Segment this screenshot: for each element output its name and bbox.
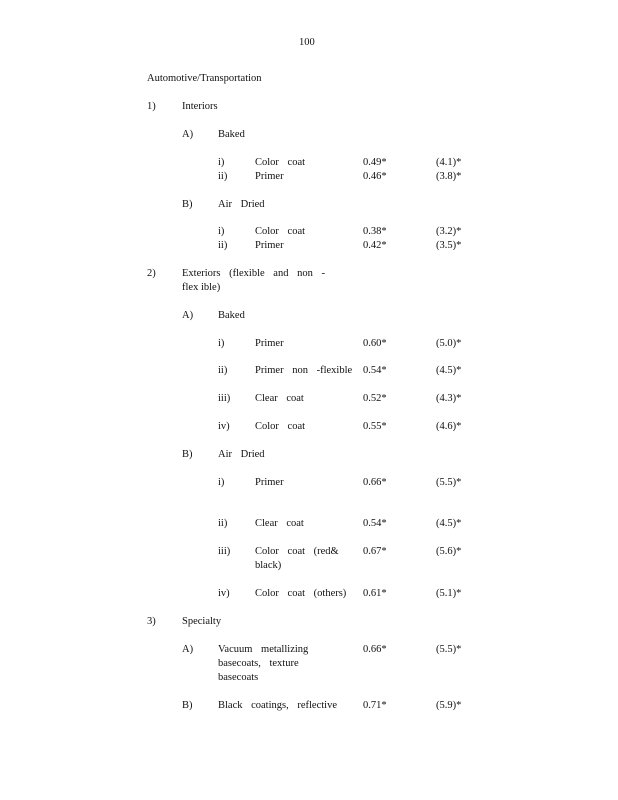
item-value: 0.54* [363, 518, 387, 529]
item-description: Primer [255, 477, 284, 488]
item-number: iii) [218, 393, 231, 404]
item-alt-value: (5.1)* [436, 588, 462, 599]
item-description: Color coat [255, 421, 306, 432]
page-number: 100 [299, 37, 315, 48]
item-value: 0.66* [363, 644, 387, 655]
item-value: 0.52* [363, 393, 387, 404]
section-heading-line-1: Exteriors (flexible and non - [182, 268, 325, 279]
item-number: i) [218, 477, 225, 488]
item-value: 0.42* [363, 240, 387, 251]
subsection-letter: A) [182, 129, 194, 140]
subsection-letter: A) [182, 310, 194, 321]
subsection-letter: A) [182, 644, 194, 655]
item-alt-value: (5.9)* [436, 700, 462, 711]
item-alt-value: (5.5)* [436, 477, 462, 488]
item-value: 0.49* [363, 157, 387, 168]
item-value: 0.38* [363, 226, 387, 237]
item-description: Primer [255, 171, 284, 182]
section-number: 3) [147, 616, 156, 627]
item-value: 0.67* [363, 546, 387, 557]
subsection-letter: B) [182, 199, 193, 210]
subsection-letter: B) [182, 700, 193, 711]
item-number: ii) [218, 171, 228, 182]
item-value: 0.71* [363, 700, 387, 711]
item-description: Color coat (others) [255, 588, 347, 599]
item-value: 0.61* [363, 588, 387, 599]
item-number: iv) [218, 421, 230, 432]
item-description: Primer non -flexible [255, 365, 353, 376]
subsection-heading: Air Dried [218, 449, 265, 460]
item-alt-value: (4.1)* [436, 157, 462, 168]
section-heading-line-2: flex ible) [182, 282, 221, 293]
item-value: 0.46* [363, 171, 387, 182]
item-description: Primer [255, 338, 284, 349]
item-description: Color coat [255, 157, 306, 168]
item-alt-value: (3.5)* [436, 240, 462, 251]
section-heading: Specialty [182, 616, 222, 627]
item-alt-value: (4.3)* [436, 393, 462, 404]
item-alt-value: (5.0)* [436, 338, 462, 349]
item-number: iv) [218, 588, 230, 599]
item-number: i) [218, 226, 225, 237]
item-alt-value: (5.5)* [436, 644, 462, 655]
section-heading: Interiors [182, 101, 218, 112]
section-number: 1) [147, 101, 156, 112]
item-description: Primer [255, 240, 284, 251]
subsection-description: Black coatings, reflective [218, 700, 337, 711]
item-alt-value: (4.5)* [436, 518, 462, 529]
item-description: Clear coat [255, 518, 304, 529]
item-alt-value: (3.2)* [436, 226, 462, 237]
subsection-description-line-1: Vacuum metallizing [218, 644, 309, 655]
item-description: Clear coat [255, 393, 304, 404]
subsection-heading: Air Dried [218, 199, 265, 210]
item-alt-value: (4.6)* [436, 421, 462, 432]
item-number: i) [218, 338, 225, 349]
item-alt-value: (3.8)* [436, 171, 462, 182]
item-alt-value: (4.5)* [436, 365, 462, 376]
item-value: 0.60* [363, 338, 387, 349]
item-value: 0.54* [363, 365, 387, 376]
item-value: 0.55* [363, 421, 387, 432]
subsection-letter: B) [182, 449, 193, 460]
subsection-description-line-3: basecoats [218, 672, 259, 683]
subsection-heading: Baked [218, 129, 245, 140]
item-alt-value: (5.6)* [436, 546, 462, 557]
item-description-line-1: Color coat (red& [255, 546, 339, 557]
item-number: ii) [218, 240, 228, 251]
item-number: ii) [218, 518, 228, 529]
item-description-line-2: black) [255, 560, 282, 571]
section-title: Automotive/Transportation [147, 73, 262, 84]
item-description: Color coat [255, 226, 306, 237]
item-number: iii) [218, 546, 231, 557]
item-number: ii) [218, 365, 228, 376]
item-value: 0.66* [363, 477, 387, 488]
item-number: i) [218, 157, 225, 168]
subsection-description-line-2: basecoats, texture [218, 658, 299, 669]
subsection-heading: Baked [218, 310, 245, 321]
section-number: 2) [147, 268, 156, 279]
